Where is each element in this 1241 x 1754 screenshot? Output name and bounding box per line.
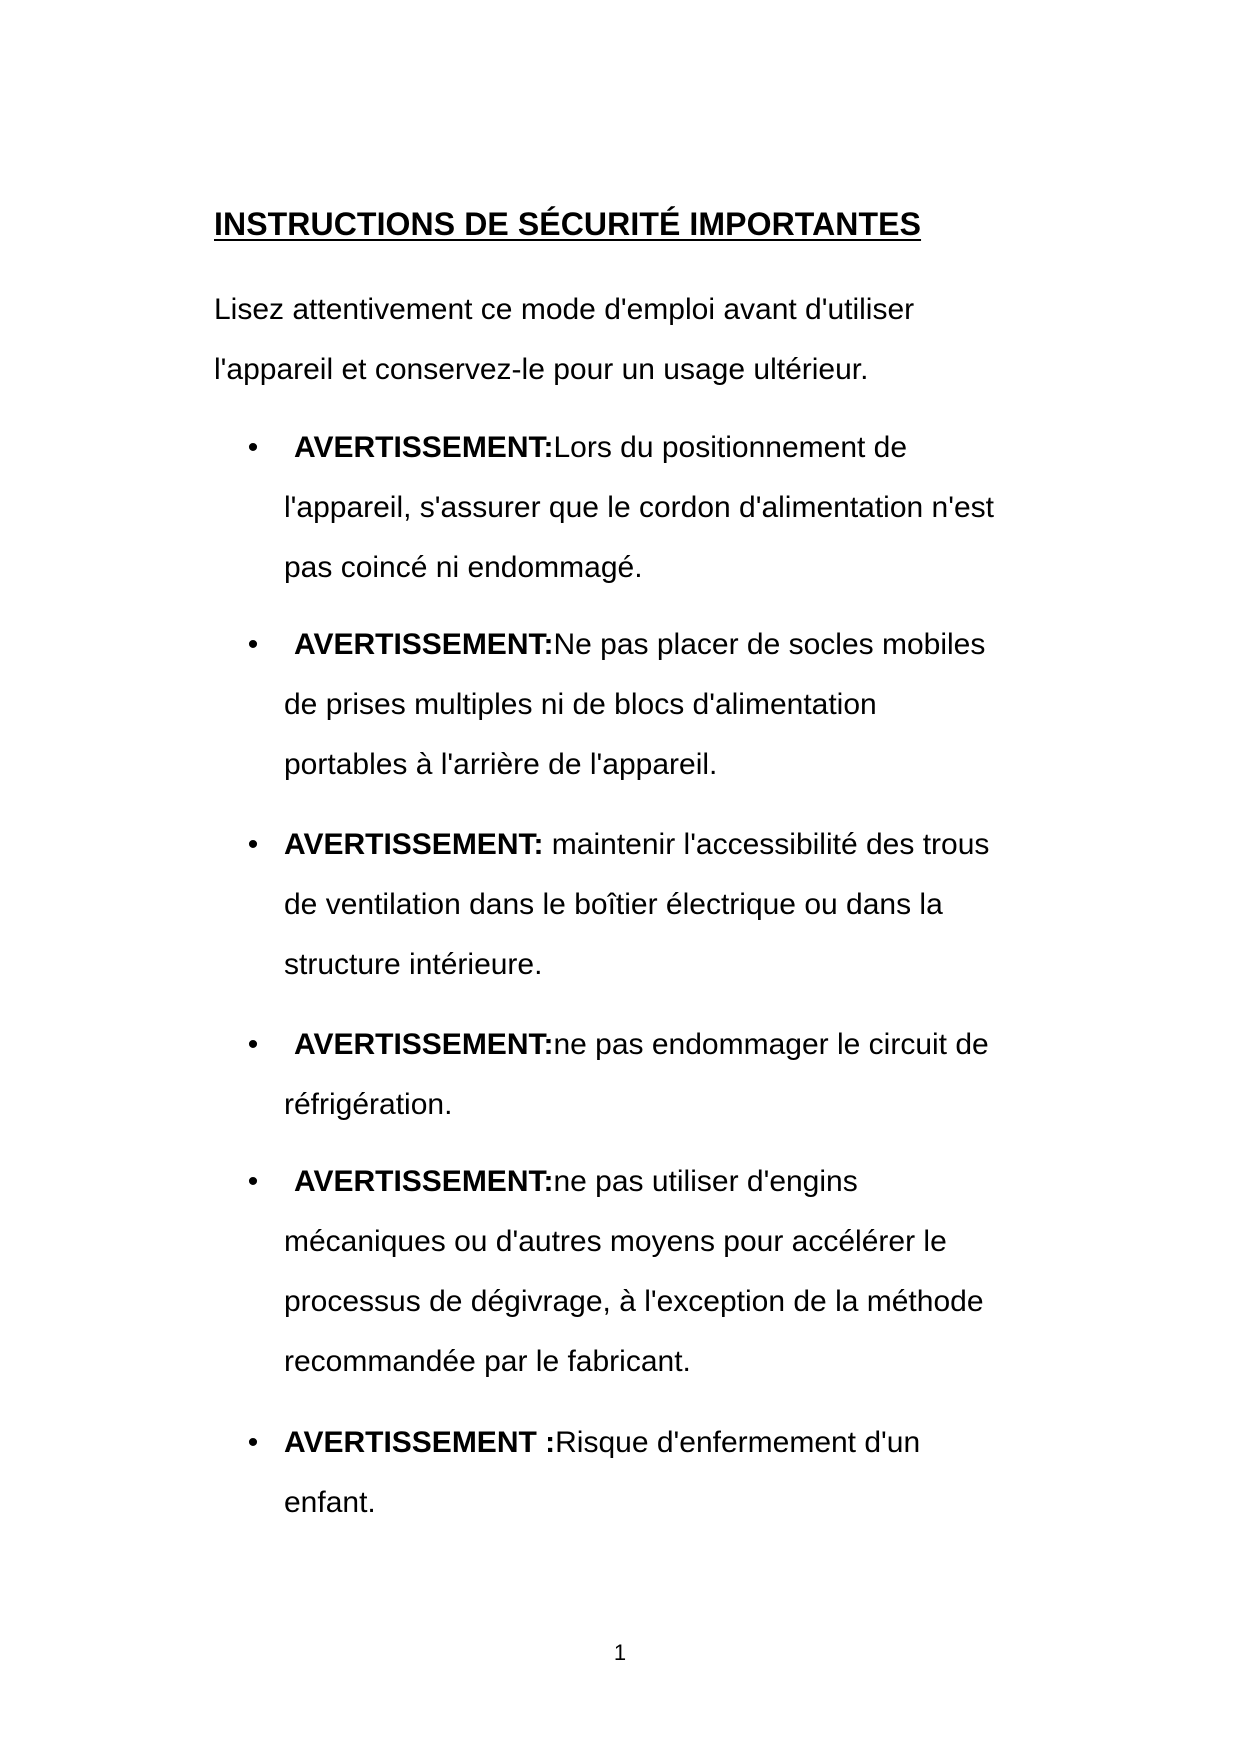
warning-text: pas coincé ni endommagé. — [284, 551, 643, 584]
warning-text: Lors du positionnement de — [553, 431, 908, 464]
warning-text: de prises multiples ni de blocs d'alimentation — [284, 688, 877, 721]
warning-text: ne pas endommager le circuit de — [553, 1028, 989, 1061]
bullet-icon: • — [247, 1426, 259, 1459]
warning-item-refrigeration — [247, 1015, 1084, 1135]
warning-text: portables à l'arrière de l'appareil. — [284, 748, 718, 781]
bullet-icon: • — [247, 1028, 259, 1061]
warning-item-defrosting — [247, 1152, 1084, 1392]
warning-item-child-entrapment — [247, 1413, 1084, 1533]
warning-label: AVERTISSEMENT: — [284, 828, 544, 861]
warning-text: l'appareil, s'assurer que le cordon d'alimentation n'est — [284, 491, 994, 524]
page-number: 1 — [613, 1640, 627, 1665]
warning-text: recommandée par le fabricant. — [284, 1345, 691, 1378]
warning-text: mécaniques ou d'autres moyens pour accélérer le — [284, 1225, 947, 1258]
bullet-icon: • — [247, 1165, 259, 1198]
warning-label: AVERTISSEMENT: — [294, 431, 554, 464]
intro-line-1: Lisez attentivement ce mode d'emploi avant d'utiliser — [214, 293, 915, 326]
warning-item-ventilation — [247, 815, 1084, 995]
bullet-icon: • — [247, 628, 259, 661]
warning-text: maintenir l'accessibilité des trous — [543, 828, 990, 861]
intro-paragraph — [214, 280, 1074, 400]
bullet-icon: • — [247, 828, 259, 861]
warning-text: processus de dégivrage, à l'exception de la méthode — [284, 1285, 984, 1318]
page-title: INSTRUCTIONS DE SÉCURITÉ IMPORTANTES — [214, 206, 922, 242]
bullet-icon: • — [247, 431, 259, 464]
warning-label: AVERTISSEMENT : — [284, 1426, 556, 1459]
warning-text: Risque d'enfermement d'un — [555, 1426, 921, 1459]
warning-label: AVERTISSEMENT: — [294, 1028, 554, 1061]
warning-text: réfrigération. — [284, 1088, 453, 1121]
warning-item-power-strips — [247, 615, 1084, 795]
warning-text: enfant. — [284, 1486, 376, 1519]
intro-line-2: l'appareil et conservez-le pour un usage ultérieur. — [214, 353, 869, 386]
warning-text: ne pas utiliser d'engins — [553, 1165, 858, 1198]
warning-text: structure intérieure. — [284, 948, 543, 981]
warning-label: AVERTISSEMENT: — [294, 1165, 554, 1198]
warning-item-positioning — [247, 418, 1084, 598]
warning-text: de ventilation dans le boîtier électrique ou dans la — [284, 888, 943, 921]
warning-text: Ne pas placer de socles mobiles — [553, 628, 986, 661]
warning-label: AVERTISSEMENT: — [294, 628, 554, 661]
